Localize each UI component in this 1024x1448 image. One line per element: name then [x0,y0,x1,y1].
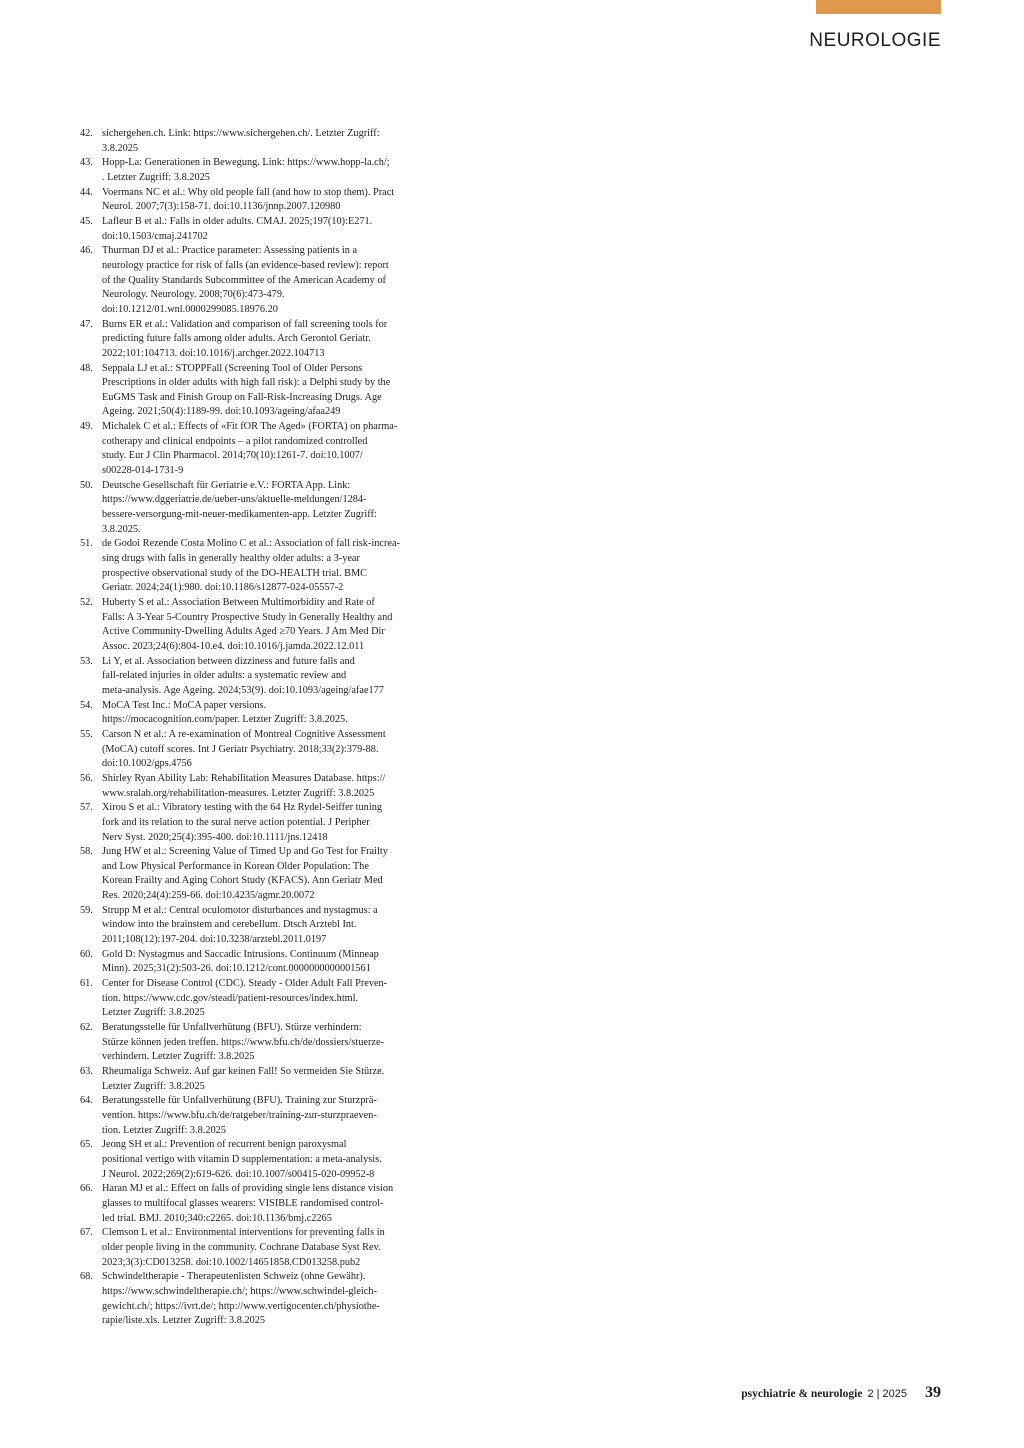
reference-item [80,1065,436,1094]
reference-text: Michalek C et al.: Effects of «Fit fOR The Aged» (FORTA) on pharma- cotherapy and clinical endpoints – a pilot randomized controlled study. Eur J Clin Pharmacol. 2014;70(10):1261-7. doi:10.1007/ s00228-014-1731-9 [102,421,398,477]
reference-item [80,904,436,948]
reference-number: 54. [80,699,93,711]
reference-number: 63. [80,1066,93,1077]
reference-text: Shirley Ryan Ability Lab: Rehabilitation Measures Database. https:// www.sralab.org/rehabilitation-measures. Letzter Zugriff: 3.8.2025 [102,772,386,799]
reference-number: 44. [80,186,93,198]
reference-item [80,845,436,904]
reference-text: Beratungsstelle für Unfallverhütung (BFU). Stürze verhindern: Stürze können jeden treffen. https://www.bfu.ch/de/dossiers/stuerze- verhindern. Letzter Zugriff: 3.8.2025 [102,1022,384,1063]
reference-item [80,801,436,845]
section-accent-bar [816,0,941,14]
reference-item [80,420,436,479]
reference-text: Jeong SH et al.: Prevention of recurrent benign paroxysmal positional vertigo with vitamin D supplementation: a meta-analysis. J Neurol. 2022;269(2):619-626. doi:10.1007/s00415-020-09952-8 [102,1139,382,1180]
reference-item [80,1270,436,1329]
reference-text: Beratungsstelle für Unfallverhütung (BFU). Training zur Sturzprä- vention. https://www.bfu.ch/de/ratgeber/training-zur-sturzpraeven- tion. Letzter Zugriff: 3.8.2025 [102,1095,377,1136]
reference-number: 52. [80,597,93,608]
reference-item [80,596,436,655]
reference-number: 47. [80,318,93,330]
reference-text: Hopp-La: Generationen in Bewegung. Link: https://www.hopp-la.ch/; . Letzter Zugriff: 3.8.2025 [102,157,390,183]
reference-number: 48. [80,362,93,374]
reference-number: 64. [80,1095,93,1107]
reference-item [80,127,436,156]
reference-number: 42. [80,128,93,139]
reference-item [80,156,436,185]
reference-number: 59. [80,904,93,916]
reference-number: 65. [80,1139,93,1151]
reference-number: 58. [80,846,93,858]
section-label: NEUROLOGIE [809,30,941,51]
reference-text: Seppala LJ et al.: STOPPFall (Screening Tool of Older Persons Prescriptions in older adults with high fall risk): a Delphi study by the EuGMS Task and Finish Group on Fall-Risk-Increasing Drugs. Age Ageing. 2021;50(4):1189-99. doi:10.1093/ageing/afaa249 [102,362,391,418]
reference-text: Haran MJ et al.: Effect on falls of providing single lens distance vision glasses to multifocal glasses wearers: VISIBLE randomised control- led trial. BMJ. 2010;340:c2265. doi:10.1136/bmj.c2265 [102,1183,394,1224]
reference-number: 61. [80,978,93,990]
reference-number: 62. [80,1022,93,1034]
reference-text: Li Y, et al. Association between dizziness and future falls and fall-related injuries in older adults: a systematic review and meta-analysis. Age Ageing. 2024;53(9). doi:10.1093/ageing/afae177 [102,655,384,696]
reference-text: de Godoi Rezende Costa Molino C et al.: Association of fall risk-increa- sing drugs with falls in generally healthy older adults: a 3-year prospective observational study of the DO-HEALTH trial. BMC Geriatr. 2024;24(1):980. doi:10.1186/s12877-024-05557-2 [102,538,400,594]
reference-item [80,1182,436,1226]
reference-item [80,655,436,699]
reference-number: 50. [80,479,93,491]
reference-number: 68. [80,1271,93,1283]
reference-text: Burns ER et al.: Validation and comparison of fall screening tools for predicting future falls among older adults. Arch Gerontol Geriatr. 2022;101:104713. doi:10.1016/j.archger.2022.104713 [102,318,388,359]
reference-number: 57. [80,802,93,814]
reference-item [80,699,436,728]
reference-item [80,772,436,801]
reference-number: 55. [80,728,93,740]
reference-text: Rheumaliga Schweiz. Auf gar keinen Fall! So vermeiden Sie Stürze. Letzter Zugriff: 3.8.2025 [102,1066,385,1092]
reference-text: Xirou S et al.: Vibratory testing with the 64 Hz Rydel-Seiffer tuning fork and its relation to the sural nerve action potential. J Peripher Nerv Syst. 2020;25(4):395-400. doi:10.1111/jns.12418 [102,802,382,843]
reference-item [80,1021,436,1065]
reference-text: Center for Disease Control (CDC). Steady - Older Adult Fall Preven- tion. https://www.cdc.gov/steadi/patient-resources/index.html. Letzter Zugriff: 3.8.2025 [102,978,388,1019]
reference-text: Deutsche Gesellschaft für Geriatrie e.V.: FORTA App. Link: https://www.dggeriatrie.de/ueber-uns/aktuelle-meldungen/1284- bessere-versorgung-mit-neuer-medikamenten-app. Letzter Zugriff: 3.8.2025. [102,479,377,535]
reference-text: Strupp M et al.: Central oculomotor disturbances and nystagmus: a window into the brainstem and cerebellum. Dtsch Arztebl Int. 2011;108(12):197-204. doi:10.3238/arztebl.2011.0197 [102,904,378,946]
journal-issue: 2 | 2025 [867,1388,907,1400]
reference-text: Carson N et al.: A re-examination of Montreal Cognitive Assessment (MoCA) cutoff scores. Int J Geriatr Psychiatry. 2018;33(2):379-88. doi:10.1002/gps.4756 [102,728,386,770]
reference-number: 49. [80,421,93,433]
reference-text: Huberty S et al.: Association Between Multimorbidity and Rate of Falls: A 3-Year 5-Country Prospective Study in Generally Healthy and Active Community-Dwelling Adults Aged ≥70 Years. J Am Med Dir Assoc. 2023;24(6):804-10.e4. doi:10.1016/j.jamda.2022.12.011 [102,597,393,652]
reference-text: sichergehen.ch. Link: https://www.sichergehen.ch/. Letzter Zugriff: 3.8.2025 [102,128,380,154]
reference-item [80,537,436,596]
reference-item [80,479,436,538]
reference-number: 56. [80,772,93,784]
reference-text: Thurman DJ et al.: Practice parameter: Assessing patients in a neurology practice for risk of falls (an evidence-based review): report of the Quality Standards Subcommittee of the American Academy of Neurology. Neurology. 2008;70(6):473-479. doi:10.1212/01.wnl.0000299085.18976.20 [102,245,389,315]
reference-item [80,948,436,977]
reference-text: Clemson L et al.: Environmental interventions for preventing falls in older people living in the community. Cochrane Database Syst Rev. 2023;3(3):CD013258. doi:10.1002/14651858.CD013258.pub2 [102,1227,385,1268]
reference-text: Jung HW et al.: Screening Value of Timed Up and Go Test for Frailty and Low Physical Performance in Korean Older Population: The Korean Frailty and Aging Cohort Study (KFACS). Ann Geriatr Med Res. 2020;24(4):259-66. doi:10.4235/agmr.20.0072 [102,846,388,902]
reference-item [80,977,436,1021]
reference-text: Gold D: Nystagmus and Saccadic Intrusions. Continuum (Minneap Minn). 2025;31(2):503-26. doi:10.1212/cont.0000000000001561 [102,948,379,975]
reference-number: 67. [80,1227,93,1239]
reference-item [80,318,436,362]
reference-number: 53. [80,655,93,667]
reference-text: Voermans NC et al.: Why old people fall (and how to stop them). Pract Neurol. 2007;7(3):158-71. doi:10.1136/jnnp.2007.120980 [102,186,395,213]
reference-item [80,1094,436,1138]
reference-text: MoCA Test Inc.: MoCA paper versions. https://mocacognition.com/paper. Letzter Zugriff: 3.8.2025. [102,699,348,726]
reference-item [80,1138,436,1182]
reference-number: 60. [80,948,93,960]
reference-number: 51. [80,538,93,550]
reference-text: Schwindeltherapie - Therapeutenlisten Schweiz (ohne Gewähr). https://www.schwindeltherapie.ch/; https://www.schwindel-gleich- gewicht.ch/; https://ivrt.de/; http://www.vertigocenter.ch/physiothe- rapie/liste.xls. Letzter Zugriff: 3.8.2025 [102,1271,380,1327]
journal-name: psychiatrie & neurologie [741,1388,863,1400]
reference-item [80,1226,436,1270]
page-footer [741,1384,941,1402]
reference-number: 43. [80,157,93,169]
reference-item [80,244,436,317]
page-number: 39 [925,1384,941,1401]
reference-number: 46. [80,245,93,257]
reference-item [80,728,436,772]
reference-item [80,186,436,215]
reference-item [80,362,436,421]
reference-item [80,215,436,244]
reference-number: 45. [80,215,93,227]
reference-number: 66. [80,1183,93,1195]
reference-text: Lafleur B et al.: Falls in older adults. CMAJ. 2025;197(10):E271. doi:10.1503/cmaj.241702 [102,215,373,242]
reference-list [80,127,436,1329]
